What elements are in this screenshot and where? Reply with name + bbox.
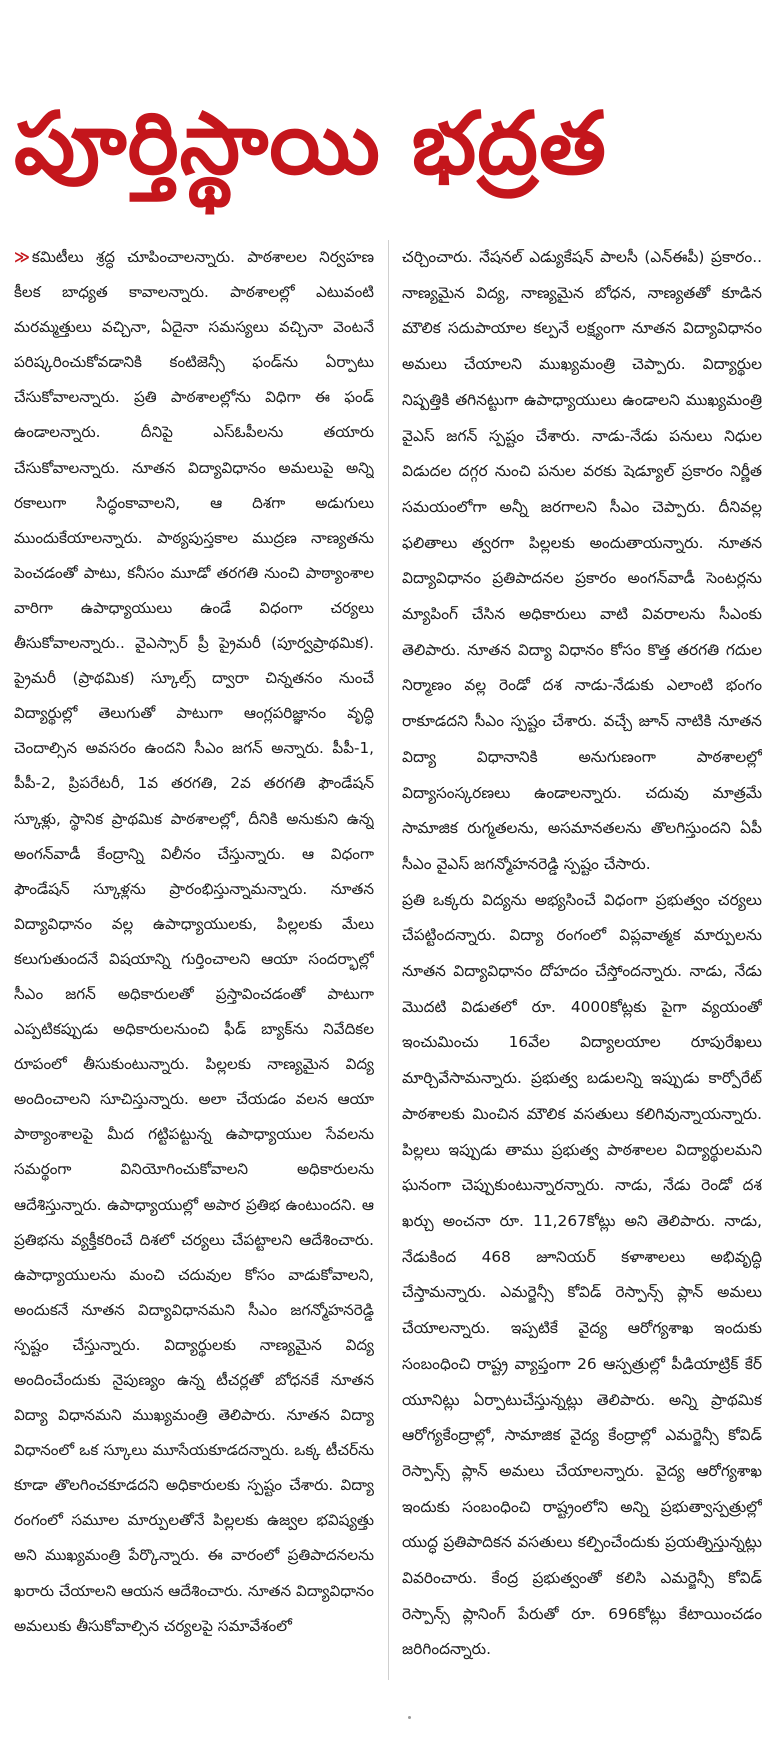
- article-column-left: [14, 240, 374, 1680]
- column-divider: [388, 240, 389, 1680]
- paragraph: చర్చించారు. నేషనల్ ఎడ్యుకేషన్ పాలసీ (ఎన్ఈపీ) ప్రకారం.. నాణ్యమైన విద్య, నాణ్యమైన బోధన, నాణ్యతతో కూడిన మౌలిక సదుపాయాల కల్పనే లక్ష్యంగా నూతన విద్యావిధానం అమలు చేయాలని ముఖ్యమంత్రి చెప్పారు. విద్యార్థుల నిష్పత్తికి తగినట్టుగా ఉపాధ్యాయులు ఉండాలని ముఖ్యమంత్రి వైఎస్ జగన్ స్పష్టం చేశారు. నాడు-నేడు పనులు నిధుల విడుదల దగ్గర నుంచి పనుల వరకు షెడ్యూల్ ప్రకారం నిర్ణీత సమయంలోగా అన్నీ జరగాలని సీఎం చెప్పారు. దీనివల్ల ఫలితాలు త్వరగా పిల్లలకు అందుతాయన్నారు. నూతన విద్యావిధానం ప్రతిపాదనల ప్రకారం అంగన్‌వాడీ సెంటర్లను మ్యాపింగ్ చేసిన అధికారులు వాటి వివరాలను సీఎంకు తెలిపారు. నూతన విద్యా విధానం కోసం కొత్త తరగతి గదుల నిర్మాణం వల్ల రెండో దశ నాడు-నేడుకు ఎలాంటి భంగం రాకూడదని సీఎం స్పష్టం చేశారు. వచ్చే జూన్ నాటికి నూతన విద్యా విధానానికి అనుగుణంగా పాఠశాలల్లో విద్యాసంస్కరణలు ఉండాలన్నారు. చదువు మాత్రమే సామాజిక రుగ్మతలను, అసమానతలను తొలగిస్తుందని ఏపీ సీఎం వైఎస్ జగన్మోహనరెడ్డి స్పష్టం చేసారు.: [402, 248, 762, 873]
- lead-marker-icon: ≫: [14, 248, 30, 266]
- article-body: [14, 240, 762, 1680]
- paragraph-text: కమిటీలు శ్రద్ధ చూపించాలన్నారు. పాఠశాలల నిర్వహణ కీలక బాధ్యత కావాలన్నారు. పాఠశాలల్లో ఎటువంటి మరమ్మత్తులు వచ్చినా, ఏదైనా సమస్యలు వచ్చినా వెంటనే పరిష్కరించుకోవడానికి కంటిజెన్సీ ఫండ్‌ను ఏర్పాటు చేసుకోవాలన్నారు. ప్రతి పాఠశాలల్లోను విధిగా ఈ ఫండ్ ఉండాలన్నారు. దీనిపై ఎస్ఓపీలను తయారు చేసుకోవాలన్నారు. నూతన విద్యావిధానం అమలుపై అన్ని రకాలుగా సిద్ధంకావాలని, ఆ దిశగా అడుగులు ముందుకేయాలన్నారు. పాఠ్యపుస్తకాల ముద్రణ నాణ్యతను పెంచడంతో పాటు, కనీసం మూడో తరగతి నుంచి పాఠ్యాంశాల వారిగా ఉపాధ్యాయులు ఉండే విధంగా చర్యలు తీసుకోవాలన్నారు.. వైఎస్సార్ ప్రీ ప్రైమరీ (పూర్వప్రాథమిక). ప్రైమరీ (ప్రాథమిక) స్కూల్స్ ద్వారా చిన్నతనం నుంచే విద్యార్థుల్లో తెలుగుతో పాటుగా ఆంగ్లపరిజ్ఞానం వృద్ధి చెందాల్సిన అవసరం ఉందని సీఎం జగన్ అన్నారు. పీపీ-1, పీపీ-2, ప్రిపరేటరీ, 1వ తరగతి, 2వ తరగతి ఫౌండేషన్ స్కూళ్లు, స్థానిక ప్రాథమిక పాఠశాలల్లో, దీనికి అనుకుని ఉన్న అంగన్‌వాడీ కేంద్రాన్ని విలీనం చేస్తున్నారు. ఆ విధంగా ఫౌండేషన్ స్కూళ్లను ప్రారంభిస్తున్నామన్నారు. నూతన విద్యావిధానం వల్ల ఉపాధ్యాయులకు, పిల్లలకు మేలు కలుగుతుందనే విషయాన్ని గుర్తించాలని ఆయా సందర్భాల్లో సీఎం జగన్ అధికారులతో ప్రస్తావించడంతో పాటుగా ఎప్పటికప్పుడు అధికారులనుంచి ఫీడ్ బ్యాక్‌ను నివేదికల రూపంలో తీసుకుంటున్నారు. పిల్లలకు నాణ్యమైన విద్య అందించాలని సూచిస్తున్నారు. అలా చేయడం వలన ఆయా పాఠ్యాంశాలపై మీద గట్టిపట్టున్న ఉపాధ్యాయుల సేవలను సమర్థంగా వినియోగించుకోవాలని అధికారులను ఆదేశిస్తున్నారు. ఉపాధ్యాయుల్లో అపార ప్రతిభ ఉంటుందని. ఆ ప్రతిభను వ్యక్తీకరించే దిశలో చర్యలు చేపట్టాలని ఆదేశించారు. ఉపాధ్యాయులను మంచి చదువుల కోసం వాడుకోవాలని, అందుకనే నూతన విద్యావిధానమని సీఎం జగన్మోహనరెడ్డి స్పష్టం చేస్తున్నారు. విద్యార్థులకు నాణ్యమైన విద్య అందించేందుకు నైపుణ్యం ఉన్న టీచర్లతో బోధనకే నూతన విద్యా విధానమని ముఖ్యమంత్రి తెలిపారు. నూతన విద్యా విధానంలో ఒక స్కూలు మూసేయకూడదన్నారు. ఒక్క టీచర్‌ను కూడా తొలగించకూడదని అధికారులకు స్పష్టం చేశారు. విద్యా రంగంలో సమూల మార్పులతోనే పిల్లలకు ఉజ్వల భవిష్యత్తు అని ముఖ్యమంత్రి పేర్కొన్నారు. ఈ వారంలో ప్రతిపాదనలను ఖరారు చేయాలని ఆయన ఆదేశించారు. నూతన విద్యావిధానం అమలుకు తీసుకోవాల్సిన చర్యలపై సమావేశంలో: [14, 248, 374, 1635]
- paragraph: ప్రతి ఒక్కరు విద్యను అభ్యసించే విధంగా ప్రభుత్వం చర్యలు చేపట్టిందన్నారు. విద్యా రంగంలో విప్లవాత్మక మార్పులను నూతన విద్యావిధానం దోహదం చేస్తోందన్నారు. నాడు, నేడు మొదటి విడుతలో రూ. 4000కోట్లకు పైగా వ్యయంతో ఇంచుమించు 16వేల విద్యాలయాల రూపురేఖలు మార్చివేసామన్నారు. ప్రభుత్వ బడులన్ని ఇప్పుడు కార్పోరేట్ పాఠశాలకు మించిన మౌలిక వసతులు కలిగివున్నాయన్నారు. పిల్లలు ఇప్పుడు తాము ప్రభుత్వ పాఠశాలల విద్యార్థులమని ఘనంగా చెప్పుకుంటున్నారన్నారు. నాడు, నేడు రెండో దశ ఖర్చు అంచనా రూ. 11,267కోట్లు అని తెలిపారు. నాడు, నేడుకింద 468 జూనియర్ కళాశాలలు అభివృద్ధి చేస్తామన్నారు. ఎమర్జెన్సీ కోవిడ్ రెస్పాన్స్ ప్లాన్ అమలు చేయాలన్నారు. ఇప్పటికే వైద్య ఆరోగ్యశాఖ ఇందుకు సంబంధించి రాష్ట్ర వ్యాప్తంగా 26 ఆస్పత్రుల్లో పీడియాట్రిక్ కేర్ యూనిట్లు ఏర్పాటుచేస్తున్నట్లు తెలిపారు. అన్ని ప్రాథమిక ఆరోగ్యకేంద్రాల్లో, సామాజిక వైద్య కేంద్రాల్లో ఎమర్జెన్సీ కోవిడ్ రెస్పాన్స్ ప్లాన్ అమలు చేయాలన్నారు. వైద్య ఆరోగ్యశాఖ ఇందుకు సంబంధించి రాష్ట్రంలోని అన్ని ప్రభుత్వాస్పత్రుల్లో యుద్ధ ప్రతిపాదికన వసతులు కల్పించేందుకు ప్రయత్నిస్తున్నట్లు వివరించారు. కేంద్ర ప్రభుత్వంతో కలిసి ఎమర్జెన్సీ కోవిడ్ రెస్పాన్స్ ప్లానింగ్ పేరుతో రూ. 696కోట్లు కేటాయించడం జరిగిందన్నారు.: [402, 890, 762, 1659]
- article-column-right: [402, 240, 762, 1680]
- column-end-dot: [408, 1716, 411, 1719]
- article-headline: పూర్తిస్థాయి భద్రత: [14, 94, 607, 194]
- paragraph: [14, 240, 374, 1644]
